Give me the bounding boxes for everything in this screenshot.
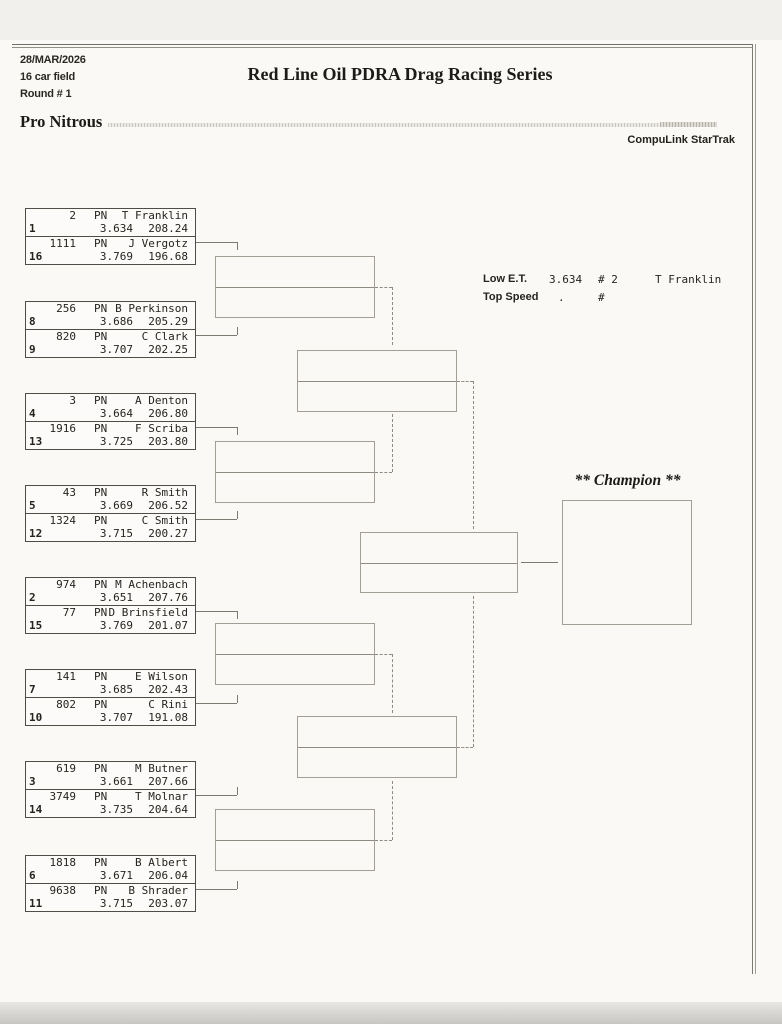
seed-number: 10 [29,710,43,724]
entrant-box [25,697,196,726]
seed-number: 16 [29,249,43,263]
elapsed-time: 3.707 [99,710,133,724]
seed-number: 2 [29,591,36,604]
entrant-box [25,301,196,330]
class-code: PN [94,856,108,869]
car-number: 3749 [49,789,76,803]
connector-line [237,327,238,335]
scan-bottom-margin [0,1002,782,1024]
driver-name: T Molnar [135,789,188,803]
driver-name: C Smith [141,513,188,527]
round2-box-1 [215,256,375,318]
elapsed-time: 3.725 [99,434,133,448]
dashed-connector [392,781,393,840]
low-et-label: Low E.T. [483,273,527,285]
round1-pairing-6 [25,669,196,726]
dashed-connector [375,287,392,288]
timing-system: CompuLink StarTrak [627,134,735,146]
final-box [360,532,518,593]
low-et-value: 3.634 [549,273,583,286]
driver-name: T Franklin [121,209,188,222]
elapsed-time: 3.707 [99,342,133,356]
seed-number: 14 [29,802,43,816]
speed: 196.68 [148,249,188,263]
top-speed-car-number: # [598,291,605,304]
entrant-box [25,669,196,698]
connector-line [237,511,238,519]
speed: 206.04 [148,869,188,882]
connector-line [237,695,238,703]
class-code: PN [94,421,108,435]
connector-line [196,611,237,612]
page-right-border [752,44,753,974]
driver-name: M Achenbach [115,578,188,591]
dashed-connector [473,596,474,747]
connector-line [237,242,238,250]
entrant-box [25,393,196,422]
dashed-connector [392,287,393,345]
dashed-connector [392,414,393,472]
dashed-connector [375,472,392,473]
speed: 208.24 [148,222,188,235]
class-code: PN [94,513,108,527]
driver-name: J Vergotz [128,236,188,250]
seed-number: 3 [29,775,36,788]
driver-name: C Clark [141,329,188,343]
connector-line [196,519,237,520]
dashed-connector [375,840,392,841]
driver-name: B Perkinson [115,302,188,315]
round1-pairing-1 [25,208,196,265]
field-size: 16 car field [20,71,76,83]
connector-line [237,427,238,435]
class-code: PN [94,578,108,591]
class-code: PN [94,789,108,803]
speed: 200.27 [148,526,188,540]
scan-top-margin [0,0,782,40]
low-et-driver: T Franklin [655,273,722,286]
driver-name: B Shrader [128,883,188,897]
connector-line [196,335,237,336]
entrant-box [25,605,196,634]
class-code: PN [94,697,108,711]
seed-number: 1 [29,222,36,235]
top-speed-label: Top Speed [483,291,539,303]
class-code: PN [94,394,108,407]
entrant-box [25,329,196,358]
car-number: 77 [62,605,76,619]
speed: 206.52 [148,499,188,512]
round1-pairing-7 [25,761,196,818]
class-code: PN [94,486,108,499]
connector-line [237,611,238,619]
semifinal-box-1 [297,350,457,412]
round2-box-4 [215,809,375,871]
entrant-box [25,513,196,542]
round2-box-3 [215,623,375,685]
dashed-connector [473,381,474,529]
dashed-connector [375,654,392,655]
round1-pairing-5 [25,577,196,634]
class-code: PN [94,762,108,775]
page-title: Red Line Oil PDRA Drag Racing Series [247,64,553,84]
car-number: 3 [69,394,76,407]
elapsed-time: 3.651 [99,591,133,604]
connector-line [237,881,238,889]
speed: 205.29 [148,315,188,328]
car-number: 9638 [49,883,76,897]
speed: 203.07 [148,896,188,910]
round1-pairing-8 [25,855,196,912]
speed: 202.25 [148,342,188,356]
box-divider [216,472,374,473]
class-divider-rule [108,123,660,127]
elapsed-time: 3.661 [99,775,133,788]
box-divider [216,287,374,288]
car-number: 256 [56,302,76,315]
champion-label: ** Champion ** [574,472,681,489]
class-divider-rule-end [660,122,717,127]
speed: 207.66 [148,775,188,788]
class-code: PN [94,883,108,897]
round2-box-2 [215,441,375,503]
round1-pairing-4 [25,485,196,542]
seed-number: 7 [29,683,36,696]
round1-pairing-3 [25,393,196,450]
entrant-box [25,208,196,237]
speed: 191.08 [148,710,188,724]
top-speed-value: . [558,291,565,304]
connector-line [196,427,237,428]
box-divider [298,381,456,382]
car-number: 1111 [49,236,76,250]
driver-name: M Butner [135,762,188,775]
connector-line [196,889,237,890]
page-right-border-inner [755,44,756,974]
class-code: PN [94,209,108,222]
speed: 201.07 [148,618,188,632]
driver-name: B Albert [135,856,188,869]
elapsed-time: 3.715 [99,896,133,910]
car-number: 802 [56,697,76,711]
class-code: PN [94,302,108,315]
driver-name: F Scriba [135,421,188,435]
car-number: 2 [69,209,76,222]
speed: 204.64 [148,802,188,816]
dashed-connector [392,654,393,713]
speed: 203.80 [148,434,188,448]
car-number: 1916 [49,421,76,435]
elapsed-time: 3.769 [99,249,133,263]
car-number: 820 [56,329,76,343]
driver-name: C Rini [148,697,188,711]
driver-name: A Denton [135,394,188,407]
champion-box [562,500,692,625]
elapsed-time: 3.685 [99,683,133,696]
class-code: PN [94,329,108,343]
entrant-box [25,236,196,265]
connector-line [237,787,238,795]
car-number: 141 [56,670,76,683]
seed-number: 13 [29,434,43,448]
entrant-box [25,485,196,514]
event-date: 28/MAR/2026 [20,54,86,66]
car-number: 619 [56,762,76,775]
page-top-border-inner [12,47,752,48]
seed-number: 9 [29,342,36,356]
connector-line [521,562,558,563]
entrant-box [25,855,196,884]
page-top-border [12,44,752,45]
connector-line [196,703,237,704]
box-divider [216,654,374,655]
seed-number: 15 [29,618,43,632]
elapsed-time: 3.769 [99,618,133,632]
elapsed-time: 3.735 [99,802,133,816]
round1-pairing-2 [25,301,196,358]
seed-number: 8 [29,315,36,328]
class-code: PN [94,670,108,683]
entrant-box [25,577,196,606]
entrant-box [25,883,196,912]
elapsed-time: 3.671 [99,869,133,882]
elapsed-time: 3.664 [99,407,133,420]
car-number: 974 [56,578,76,591]
entrant-box [25,761,196,790]
driver-name: R Smith [141,486,188,499]
low-et-car-number: # 2 [598,273,618,286]
speed: 206.80 [148,407,188,420]
car-number: 1818 [49,856,76,869]
entrant-box [25,789,196,818]
entrant-box [25,421,196,450]
driver-name: E Wilson [135,670,188,683]
box-divider [361,563,517,564]
connector-line [196,242,237,243]
elapsed-time: 3.715 [99,526,133,540]
class-code: PN [94,605,108,619]
dashed-connector [457,747,473,748]
car-number: 1324 [49,513,76,527]
driver-name: D Brinsfield [108,605,188,619]
elapsed-time: 3.669 [99,499,133,512]
box-divider [298,747,456,748]
connector-line [196,795,237,796]
dashed-connector [457,381,473,382]
car-number: 43 [62,486,76,499]
seed-number: 11 [29,896,43,910]
seed-number: 12 [29,526,43,540]
class-name: Pro Nitrous [20,112,103,131]
speed: 207.76 [148,591,188,604]
box-divider [216,840,374,841]
round-number: Round # 1 [20,88,72,100]
class-code: PN [94,236,108,250]
seed-number: 6 [29,869,36,882]
seed-number: 5 [29,499,36,512]
semifinal-box-2 [297,716,457,778]
elapsed-time: 3.634 [99,222,133,235]
seed-number: 4 [29,407,36,420]
elapsed-time: 3.686 [99,315,133,328]
speed: 202.43 [148,683,188,696]
